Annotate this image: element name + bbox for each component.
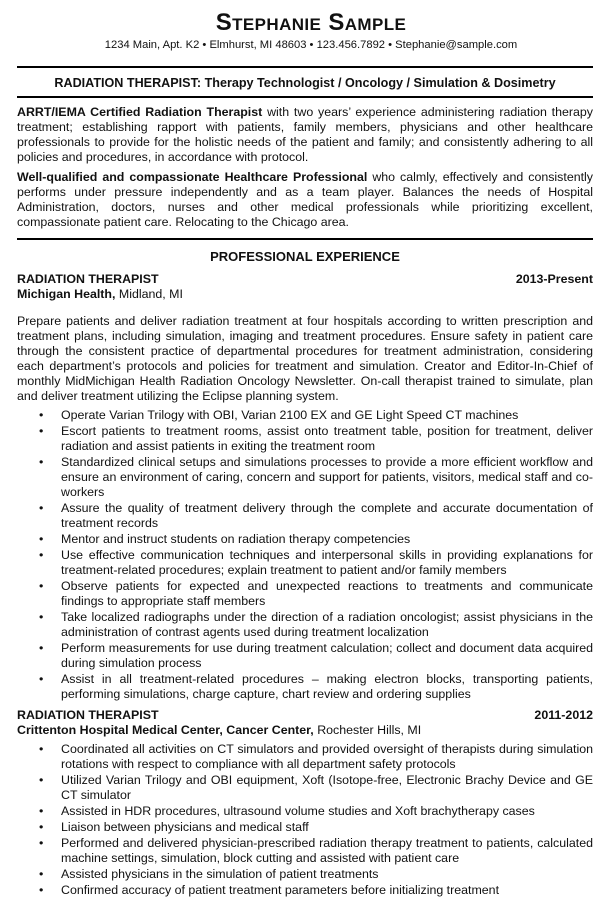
job-entry — [17, 708, 593, 898]
duty-text: Mentor and instruct students on radiation therapy competencies — [61, 532, 411, 546]
job-location: Midland, MI — [115, 287, 183, 301]
duty-text: Utilized Varian Trilogy and OBI equipment, Xoft (Isotope-free, Electronic Brachy Device and GE CT simulator — [61, 773, 593, 802]
duty-item — [17, 883, 593, 898]
duty-text: Operate Varian Trilogy with OBI, Varian 2100 EX and GE Light Speed CT machines — [61, 408, 519, 422]
duty-text: Performed and delivered physician-prescribed radiation therapy treatment to patients, calculated machine settings, simulation, block cutting and assisted with patient care — [61, 836, 593, 865]
contact-line: 1234 Main, Apt. K2 • Elmhurst, MI 48603 • 123.456.7892 • Stephanie@sample.com — [104, 39, 518, 51]
bullet-icon: • — [39, 408, 44, 422]
duty-item — [17, 867, 593, 882]
summary-lead: ARRT/IEMA Certified Radiation Therapist — [17, 105, 263, 119]
job-role: RADIATION THERAPIST — [17, 708, 159, 722]
duty-item — [17, 501, 593, 531]
job-employer — [17, 287, 593, 302]
duty-text: Assisted in HDR procedures, ultrasound volume studies and Xoft brachytherapy cases — [61, 804, 535, 818]
duty-item — [17, 610, 593, 640]
duty-item — [17, 804, 593, 819]
bullet-icon: • — [39, 641, 44, 655]
duty-item — [17, 641, 593, 671]
duty-text: Escort patients to treatment rooms, assist onto treatment table, position for treatment, deliver radiation and assist patients in exiting the treatment room — [61, 424, 593, 453]
job-dates: 2013-Present — [515, 272, 593, 286]
duty-item — [17, 579, 593, 609]
candidate-name: Stephanie Sample — [215, 9, 407, 36]
duty-text: Take localized radiographs under the direction of a radiation oncologist; assist physicians in the administration of contrast agents used during treatment localization — [61, 610, 593, 639]
job-role: RADIATION THERAPIST — [17, 272, 159, 286]
duty-text: Liaison between physicians and medical staff — [61, 820, 309, 834]
bullet-icon: • — [39, 548, 44, 562]
job-header — [17, 272, 593, 287]
bullet-icon: • — [39, 424, 44, 438]
job-org: Crittenton Hospital Medical Center, Cancer Center, — [17, 723, 314, 737]
summary-paragraph — [17, 170, 593, 230]
bullet-icon: • — [39, 804, 44, 818]
summary-text: with two years’ experience administering radiation therapy treatment; establishing rapport with patients, family members, physicians and other healthcare professionals to provide for the holistic needs of the patient and family; and consistently adhering to all policies and procedures, in accordance with protocol. — [17, 105, 593, 164]
bullet-icon: • — [39, 742, 44, 756]
bullet-icon: • — [39, 867, 44, 881]
duty-item — [17, 773, 593, 803]
bullet-icon: • — [39, 579, 44, 593]
job-description: Prepare patients and deliver radiation treatment at four hospitals according to written prescription and treatment plans, including simulation, imaging and treatment procedures. Ensure safety in patient care through the consistent practice of departmental procedures for treatment administration, considering each department’s protocols and policies for treatment and simulation. Creator and Editor-In-Chief of monthly MidMichigan Health Radiation Oncology Newsletter. On-call therapist trained to simulate, plan and deliver treatment utilizing the Eclipse planning system. — [17, 314, 593, 403]
bullet-icon: • — [39, 610, 44, 624]
summary-text: who calmly, effectively and consistently performs under pressure independently and as a team player. Balances the needs of Hospital Administration, doctors, nurses and other medical professionals while prioritizing excellent, compassionate patient care. Relocating to the Chicago area. — [17, 170, 593, 229]
bullet-icon: • — [39, 883, 44, 897]
duty-text: Use effective communication techniques and interpersonal skills in providing explanations for treatment-related procedures; explain treatment to patient and/or family members — [61, 548, 593, 577]
duty-list — [17, 408, 593, 702]
top-divider — [17, 66, 593, 68]
duty-text: Perform measurements for use during treatment calculation; collect and document data acquired during simulation process — [61, 641, 593, 670]
summary — [17, 105, 593, 230]
duty-text: Observe patients for expected and unexpected reactions to treatments and communicate findings to appropriate staff members — [61, 579, 593, 608]
bullet-icon: • — [39, 672, 44, 686]
job-entry — [17, 272, 593, 702]
duty-text: Confirmed accuracy of patient treatment parameters before initializing treatment — [61, 883, 500, 897]
job-dates: 2011-2012 — [534, 708, 593, 722]
job-org: Michigan Health, — [17, 287, 116, 301]
bullet-icon: • — [39, 501, 44, 515]
duty-item — [17, 548, 593, 578]
duty-list — [17, 742, 593, 898]
section-title-experience: PROFESSIONAL EXPERIENCE — [17, 238, 593, 264]
summary-paragraph — [17, 105, 593, 165]
duty-text: Standardized clinical setups and simulations processes to provide a more efficient workflow and ensure an environment of caring, concern and support for patients, visitors, medical staff and co-workers — [61, 455, 593, 499]
bullet-icon: • — [39, 773, 44, 787]
job-header — [17, 708, 593, 723]
duty-item — [17, 408, 593, 423]
bullet-icon: • — [39, 836, 44, 850]
duty-item — [17, 820, 593, 835]
duty-item — [17, 532, 593, 547]
bullet-icon: • — [39, 820, 44, 834]
duty-item — [17, 424, 593, 454]
duty-item — [17, 455, 593, 500]
duty-text: Assisted physicians in the simulation of patient treatments — [61, 867, 379, 881]
job-location: Rochester Hills, MI — [313, 723, 422, 737]
duty-text: Coordinated all activities on CT simulators and provided oversight of therapists during simulation rotations with respect to compliance with all department safety protocols — [61, 742, 593, 771]
job-employer — [17, 723, 593, 738]
duty-item — [17, 742, 593, 772]
duty-text: Assure the quality of treatment delivery through the complete and accurate documentation of treatment records — [61, 501, 593, 530]
duty-item — [17, 672, 593, 702]
duty-item — [17, 836, 593, 866]
headline: RADIATION THERAPIST: Therapy Technologist / Oncology / Simulation & Dosimetry — [17, 72, 593, 98]
bullet-icon: • — [39, 455, 44, 469]
duty-text: Assist in all treatment-related procedures – making electron blocks, transporting patients, performing simulations, charge capture, chart review and ordering supplies — [61, 672, 593, 701]
bullet-icon: • — [39, 532, 44, 546]
summary-lead: Well-qualified and compassionate Healthcare Professional — [17, 170, 368, 184]
